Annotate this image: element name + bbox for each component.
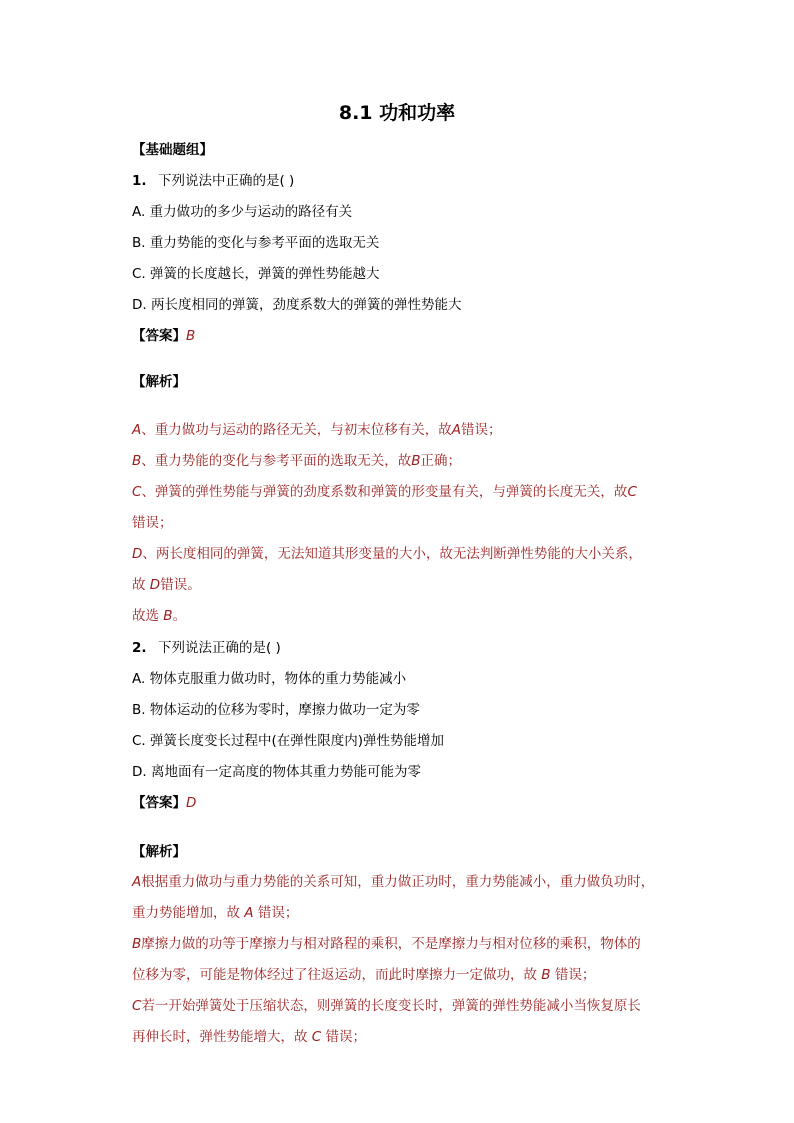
- q1-option-c: C. 弹簧的长度越长，弹簧的弹性势能越大: [132, 266, 380, 282]
- q1-analysis-line: 故 D错误。: [132, 577, 201, 593]
- q1-analysis-line: A、重力做功与运动的路径无关，与初末位移有关，故A错误；: [132, 422, 502, 438]
- q2-answer: [132, 793, 196, 813]
- q2-option-b: B. 物体运动的位移为零时，摩擦力做功一定为零: [132, 702, 420, 718]
- answer-value: B: [186, 328, 196, 344]
- q1-answer: [132, 326, 195, 346]
- q1-option-a: A. 重力做功的多少与运动的路径有关: [132, 204, 353, 220]
- q1-analysis-line: D、两长度相同的弹簧，无法知道其形变量的大小，故无法判断弹性势能的大小关系，: [132, 546, 642, 562]
- answer-label: 【答案】: [132, 795, 186, 811]
- q1-analysis-line: C、弹簧的弹性势能与弹簧的劲度系数和弹簧的形变量有关，与弹簧的长度无关，故C: [132, 484, 637, 500]
- answer-label: 【答案】: [132, 328, 186, 344]
- q2-option-a: A. 物体克服重力做功时，物体的重力势能减小: [132, 671, 407, 687]
- q1-analysis-line: 错误；: [132, 515, 173, 531]
- q1-option-b: B. 重力势能的变化与参考平面的选取无关: [132, 235, 380, 251]
- q2-option-c: C. 弹簧长度变长过程中(在弹性限度内)弹性势能增加: [132, 733, 445, 749]
- question-number: 2.: [132, 640, 147, 656]
- section-heading: 【基础题组】: [132, 142, 213, 158]
- q1-analysis-label: 【解析】: [132, 374, 186, 390]
- answer-value: D: [186, 795, 197, 811]
- q2-analysis-line: B摩擦力做的功等于摩擦力与相对路程的乘积，不是摩擦力与相对位移的乘积，物体的: [132, 936, 641, 952]
- q1-analysis-line: B、重力势能的变化与参考平面的选取无关，故B正确；: [132, 453, 462, 469]
- q1-option-d: D. 两长度相同的弹簧，劲度系数大的弹簧的弹性势能大: [132, 297, 462, 313]
- page-title: 8.1 功和功率: [338, 102, 456, 124]
- question-1-stem: [132, 171, 294, 191]
- q2-analysis-label: 【解析】: [132, 844, 186, 860]
- question-text: 下列说法中正确的是( ): [158, 173, 295, 189]
- question-number: 1.: [132, 173, 147, 189]
- q2-option-d: D. 离地面有一定高度的物体其重力势能可能为零: [132, 764, 421, 780]
- q1-conclusion: 故选 B。: [132, 608, 187, 624]
- q2-analysis-line: C若一开始弹簧处于压缩状态，则弹簧的长度变长时，弹簧的弹性势能减小当恢复原长: [132, 998, 641, 1014]
- q2-analysis-line: A根据重力做功与重力势能的关系可知，重力做正功时，重力势能减小，重力做负功时，: [132, 874, 655, 890]
- q2-analysis-line: 重力势能增加，故 A 错误；: [132, 905, 299, 921]
- question-text: 下列说法正确的是( ): [158, 640, 281, 656]
- q2-analysis-line: 再伸长时，弹性势能增大，故 C 错误；: [132, 1029, 367, 1045]
- question-2-stem: [132, 638, 281, 658]
- q2-analysis-line: 位移为零，可能是物体经过了往返运动，而此时摩擦力一定做功，故 B 错误；: [132, 967, 596, 983]
